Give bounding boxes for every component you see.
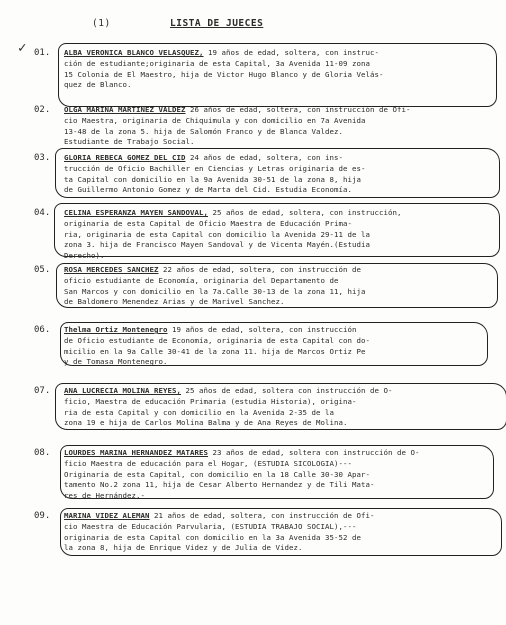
entry-text: micilio en la 9a Calle 30-41 de la zona 11. hija de Marcos Ortiz Pe xyxy=(64,346,366,356)
person-name: CELINA ESPERANZA MAYEN SANDOVAL, xyxy=(64,208,208,217)
entry-number: 05. xyxy=(34,265,51,275)
entry-text: cio Maestra, originaria de Chiquimula y con domicilio en 7a Avenida xyxy=(64,115,366,125)
checkmark-icon: ✓ xyxy=(18,40,27,56)
entry-text: 25 años de edad, soltera, con instrucción, xyxy=(212,208,402,217)
entry-text: y de Tomasa Montenegro. xyxy=(64,357,168,367)
entry-text: oficio estudiante de Economía, originaria del Departamento de xyxy=(64,275,339,285)
person-name: LOURDES MARINA HERNANDEZ MATARES xyxy=(64,448,208,457)
entry-text: Derecho). xyxy=(64,251,105,261)
entry-text: 24 años de edad, soltera, con ins- xyxy=(190,153,343,162)
entry-text: res de Hernández.- xyxy=(64,491,145,501)
person-name: ROSA MERCEDES SANCHEZ xyxy=(64,265,159,274)
entry-number: 08. xyxy=(34,448,51,458)
entry-text: tamento No.2 zona 11, hija de Cesar Alberto Hernandez y de Tili Mata- xyxy=(64,480,375,490)
entry-text: zona 19 e hija de Carlos Molina Balma y de Ana Reyes de Molina. xyxy=(64,418,348,428)
person-name: ALBA VERONICA BLANCO VELASQUEZ, xyxy=(64,48,204,57)
entry-text: 15 Colonia de El Maestro, hija de Victor Hugo Blanco y de Gloria Velás- xyxy=(64,69,384,79)
entry-text: 21 años de edad, soltera, con instrucción de Ofi- xyxy=(154,511,375,520)
person-name: MARINA VIDEZ ALEMAN xyxy=(64,511,150,520)
entry-text: 23 años de edad, soltera con instrucción de O- xyxy=(212,448,420,457)
person-name: Thelma Ortiz Montenegro xyxy=(64,325,168,334)
entry-text: ción de estudiante;originaria de esta Capital, 3a Avenida 11-09 zona xyxy=(64,58,370,68)
entry-text: 22 años de edad, soltera, con instrucción de xyxy=(163,265,361,274)
page-number: (1) xyxy=(92,18,111,29)
entry-text: de Baldomero Menendez Arias y de Marivel Sanchez. xyxy=(64,297,285,307)
entry-text: 19 años de edad, soltera, con instrucción xyxy=(172,325,357,334)
entry-text: 19 años de edad, soltera, con instruc- xyxy=(208,48,379,57)
entry-text: 25 años de edad, soltera con instrucción de O- xyxy=(185,386,393,395)
entry-text: trucción de Oficio Bachiller en Ciencias y Letras originaria de es- xyxy=(64,163,366,173)
person-name: ANA LUCRECIA MOLINA REYES, xyxy=(64,386,181,395)
entry-text: de Guillermo Antonio Gomez y de Marta del Cid. Estudia Economía. xyxy=(64,185,352,195)
entry-text: Estudiante de Trabajo Social. xyxy=(64,137,195,147)
entry-text: quez de Blanco. xyxy=(64,80,132,90)
entry-text: cio Maestra de Educación Parvularia, (ESTUDIA TRABAJO SOCIAL),--- xyxy=(64,521,357,531)
document-title: LISTA DE JUECES xyxy=(170,18,264,29)
person-name: GLORIA REBECA GOMEZ DEL CID xyxy=(64,153,186,162)
entry-text: 13-48 de la zona 5. hija de Salomón Franco y de Blanca Valdez. xyxy=(64,126,343,136)
entry-text: originaria de esta Capital de Oficio Maestra de Educación Prima- xyxy=(64,218,352,228)
entry-text: ta Capital con domicilio en la 9a Avenida 30-51 de la zona 8, hija xyxy=(64,174,361,184)
entry-text: ria de esta Capital y con domicilio en la Avenida 2-35 de la xyxy=(64,407,334,417)
entry-number: 09. xyxy=(34,511,51,521)
entry-text: ficio Maestra de educación para el Hogar, (ESTUDIA SICOLOGIA)--- xyxy=(64,458,352,468)
entry-number: 02. xyxy=(34,105,51,115)
entry-number: 01. xyxy=(34,48,51,58)
entry-text: 26 años de edad, soltera, con instrucción de Ofi- xyxy=(190,105,411,114)
entry-text: ria, originaria de esta Capital con domicilio la Avenida 29-11 de la xyxy=(64,229,370,239)
entry-text: ficio, Maestra de educación Primaria (estudia Historia), origina- xyxy=(64,396,357,406)
entry-number: 04. xyxy=(34,208,51,218)
entry-text: Originaria de esta Capital, con domicilio en la 18 Calle 30-30 Apar- xyxy=(64,469,370,479)
entry-text: originaria de esta Capital con domicilio en la 3a Avenida 35-52 de xyxy=(64,532,361,542)
entry-number: 03. xyxy=(34,153,51,163)
person-name: OLGA MARINA MARTINEZ VALDEZ xyxy=(64,105,186,114)
entry-text: de Oficio estudiante de Economía, originaria de esta Capital con do- xyxy=(64,335,370,345)
entry-text: zona 3. hija de Francisco Mayen Sandoval y de Vicenta Mayén.(Estudia xyxy=(64,240,370,250)
entry-text: San Marcos y con domicilio en la 7a.Calle 30-13 de la zona 11, hija xyxy=(64,286,366,296)
entry-number: 07. xyxy=(34,386,51,396)
entry-number: 06. xyxy=(34,325,51,335)
entry-text: la zona 8, hija de Enrique Videz y de Julia de Videz. xyxy=(64,543,303,553)
